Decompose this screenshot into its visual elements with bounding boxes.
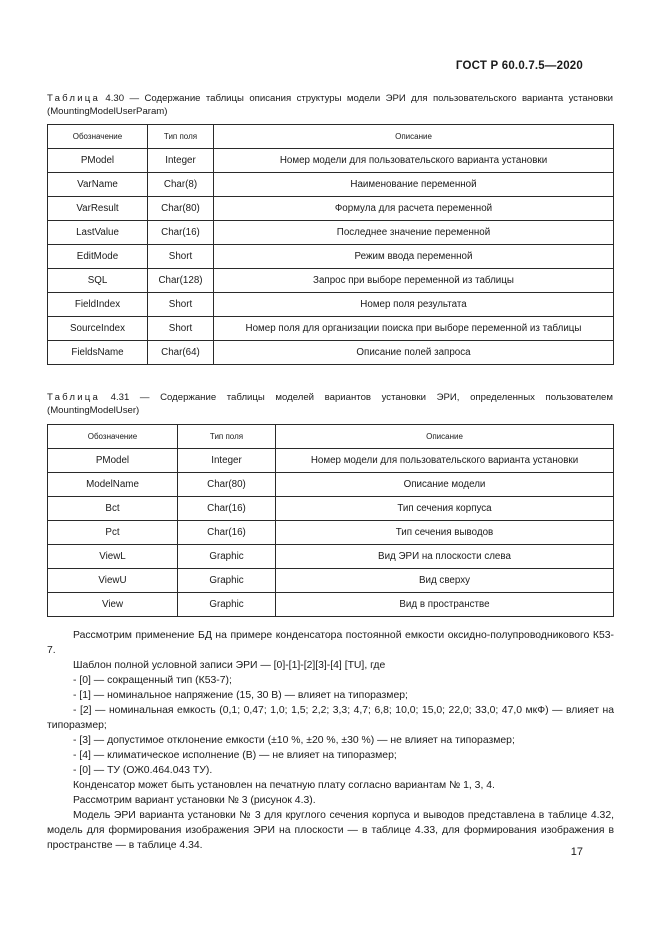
cell-description: Описание полей запроса — [214, 341, 614, 365]
table-row — [48, 593, 614, 617]
cell-designation: PModel — [48, 449, 178, 473]
table-row — [48, 197, 614, 221]
col-header-designation: Обозначение — [48, 125, 148, 149]
table-row — [48, 497, 614, 521]
cell-field-type: Short — [148, 317, 214, 341]
table-row — [48, 341, 614, 365]
cell-designation: Bct — [48, 497, 178, 521]
cell-field-type: Graphic — [178, 593, 276, 617]
cell-description: Номер поля для организации поиска при выборе переменной из таблицы — [214, 317, 614, 341]
cell-field-type: Integer — [148, 149, 214, 173]
cell-field-type: Char(80) — [148, 197, 214, 221]
caption-lead: Таблица — [47, 93, 101, 104]
cell-description: Запрос при выборе переменной из таблицы — [214, 269, 614, 293]
cell-field-type: Short — [148, 293, 214, 317]
cell-description: Номер модели для пользовательского варианта установки — [214, 149, 614, 173]
cell-field-type: Char(16) — [148, 221, 214, 245]
table-row — [48, 317, 614, 341]
cell-designation: PModel — [48, 149, 148, 173]
table-4-31-body — [48, 449, 614, 617]
body-paragraph: - [3] — допустимое отклонение емкости (±10 %, ±20 %, ±30 %) — не влияет на типоразмер; — [73, 735, 515, 746]
table-row — [48, 569, 614, 593]
page-number: 17 — [570, 846, 583, 858]
table-row — [48, 449, 614, 473]
body-paragraph: Шаблон полной условной записи ЭРИ — [0]-[1]-[2][3]-[4] [TU], где — [73, 660, 386, 671]
table-row — [48, 269, 614, 293]
cell-field-type: Short — [148, 245, 214, 269]
table-row — [48, 545, 614, 569]
cell-field-type: Char(16) — [178, 521, 276, 545]
col-header-description: Описание — [276, 425, 614, 449]
cell-designation: EditMode — [48, 245, 148, 269]
table-4-30 — [47, 124, 614, 365]
caption-text: 4.31 — Содержание таблицы моделей вариантов установки ЭРИ, определенных пользователем (MountingModelUser) — [47, 392, 613, 416]
body-paragraph: Модель ЭРИ варианта установки № 3 для круглого сечения корпуса и выводов представлена в таблице 4.32, модель для формирования изображения ЭРИ на плоскости — в таблице 4.33, для формирования изображения в пространстве — в таблице 4.34. — [47, 810, 614, 851]
body-paragraph: - [2] — номинальная емкость (0,1; 0,47; 1,0; 1,5; 2,2; 3,3; 4,7; 6,8; 10,0; 15,0; 22,0; 33,0; 47,0 мкФ) — влияет на типоразмер; — [47, 705, 614, 731]
table-4-31 — [47, 424, 614, 617]
cell-designation: ViewU — [48, 569, 178, 593]
body-text — [47, 628, 614, 853]
table-4-30-caption — [47, 92, 613, 118]
col-header-designation: Обозначение — [48, 425, 178, 449]
cell-description: Номер модели для пользовательского варианта установки — [276, 449, 614, 473]
cell-description: Режим ввода переменной — [214, 245, 614, 269]
cell-field-type: Char(16) — [178, 497, 276, 521]
caption-text: 4.30 — Содержание таблицы описания структуры модели ЭРИ для пользовательского варианта установки (MountingModelUserParam) — [47, 93, 613, 117]
body-paragraph: - [0] — сокращенный тип (К53-7); — [73, 675, 232, 686]
body-paragraph: - [0] — ТУ (ОЖ0.464.043 ТУ). — [73, 765, 213, 776]
cell-designation: View — [48, 593, 178, 617]
col-header-field-type: Тип поля — [148, 125, 214, 149]
cell-description: Тип сечения корпуса — [276, 497, 614, 521]
cell-field-type: Graphic — [178, 545, 276, 569]
cell-description: Формула для расчета переменной — [214, 197, 614, 221]
cell-description: Последнее значение переменной — [214, 221, 614, 245]
table-header-row — [48, 425, 614, 449]
cell-field-type: Char(128) — [148, 269, 214, 293]
cell-designation: SourceIndex — [48, 317, 148, 341]
table-row — [48, 245, 614, 269]
col-header-field-type: Тип поля — [178, 425, 276, 449]
table-row — [48, 293, 614, 317]
cell-field-type: Char(80) — [178, 473, 276, 497]
table-row — [48, 173, 614, 197]
cell-description: Наименование переменной — [214, 173, 614, 197]
cell-description: Тип сечения выводов — [276, 521, 614, 545]
cell-designation: ModelName — [48, 473, 178, 497]
body-paragraph: Рассмотрим вариант установки № 3 (рисунок 4.3). — [73, 795, 316, 806]
cell-designation: FieldsName — [48, 341, 148, 365]
cell-designation: FieldIndex — [48, 293, 148, 317]
cell-designation: VarName — [48, 173, 148, 197]
col-header-description: Описание — [214, 125, 614, 149]
cell-field-type: Char(8) — [148, 173, 214, 197]
table-row — [48, 521, 614, 545]
body-paragraph: Конденсатор может быть установлен на печатную плату согласно вариантам № 1, 3, 4. — [73, 780, 495, 791]
cell-description: Номер поля результата — [214, 293, 614, 317]
table-row — [48, 221, 614, 245]
cell-designation: Pct — [48, 521, 178, 545]
cell-field-type: Graphic — [178, 569, 276, 593]
body-paragraph: Рассмотрим применение БД на примере конденсатора постоянной емкости оксидно-полупроводникового К53-7. — [47, 630, 614, 656]
document-code: ГОСТ Р 60.0.7.5—2020 — [455, 60, 583, 72]
table-4-31-caption — [47, 391, 613, 417]
cell-designation: LastValue — [48, 221, 148, 245]
body-paragraph: - [1] — номинальное напряжение (15, 30 В) — влияет на типоразмер; — [73, 690, 408, 701]
table-row — [48, 149, 614, 173]
cell-description: Вид в пространстве — [276, 593, 614, 617]
caption-lead: Таблица — [47, 392, 101, 403]
cell-description: Вид сверху — [276, 569, 614, 593]
cell-designation: ViewL — [48, 545, 178, 569]
cell-description: Вид ЭРИ на плоскости слева — [276, 545, 614, 569]
cell-field-type: Integer — [178, 449, 276, 473]
cell-field-type: Char(64) — [148, 341, 214, 365]
cell-description: Описание модели — [276, 473, 614, 497]
cell-designation: VarResult — [48, 197, 148, 221]
cell-designation: SQL — [48, 269, 148, 293]
body-paragraph: - [4] — климатическое исполнение (В) — не влияет на типоразмер; — [73, 750, 397, 761]
table-row — [48, 473, 614, 497]
table-4-30-body — [48, 149, 614, 365]
table-header-row — [48, 125, 614, 149]
